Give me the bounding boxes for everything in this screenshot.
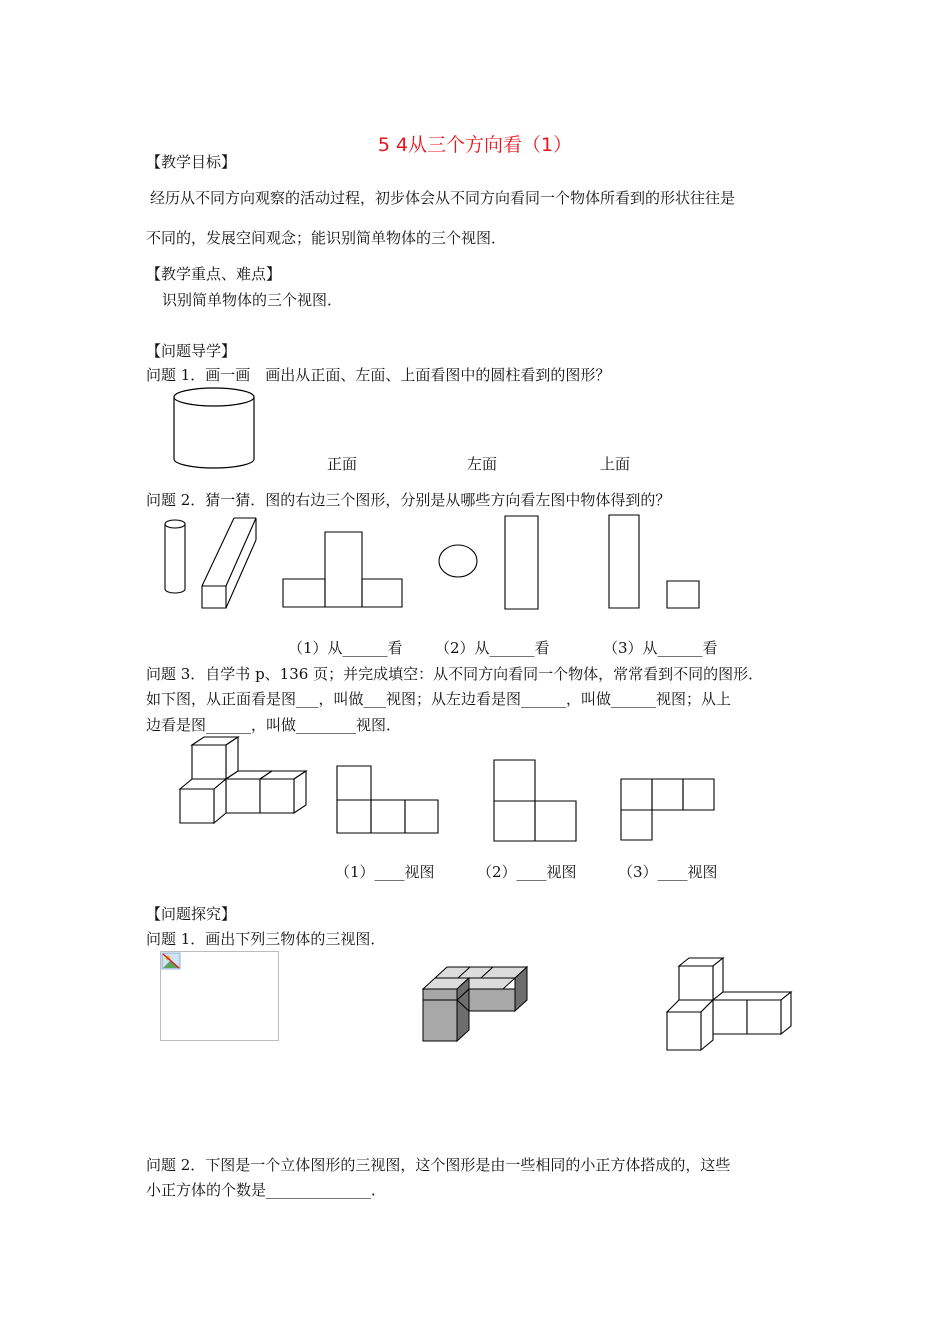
explore-q2-line-1: 问题 2．下图是一个立体图形的三视图，这个图形是由一些相同的小正方体搭成的，这些 <box>146 1156 731 1174</box>
cylinder-figure <box>170 385 260 471</box>
gray-cube-figure <box>411 964 529 1046</box>
guided-q3-line-1: 问题 3．自学书 p、136 页；并完成填空：从不同方向看同一个物体，常常看到不同的图形． <box>146 665 764 683</box>
explore-q1-text: 问题 1．画出下列三物体的三视图． <box>146 930 386 948</box>
q2-blank-1: （1）从______看 <box>288 639 403 657</box>
guided-q3-line-2: 如下图，从正面看是图___，叫做___视图；从左边看是图______，叫做______视图；从上 <box>146 690 732 708</box>
goals-line-2: 不同的，发展空间观念；能识别简单物体的三个视图． <box>146 229 507 247</box>
guided-heading: 【问题导学】 <box>146 342 237 360</box>
front-view-figure <box>335 764 441 836</box>
cylinder-and-prism-figure <box>160 515 265 613</box>
rectangle-and-square-view <box>606 513 702 611</box>
cube-stack-figure <box>178 735 308 830</box>
q2-blank-3: （3）从______看 <box>603 639 718 657</box>
circle-view <box>436 543 482 581</box>
q3-blank-3: （3）____视图 <box>618 863 718 881</box>
q3-blank-2: （2）____视图 <box>477 863 577 881</box>
view-label-left: 左面 <box>467 455 498 473</box>
white-cube-figure <box>665 956 795 1054</box>
guided-q1-text: 问题 1．画一画 画出从正面、左面、上面看图中的圆柱看到的图形？ <box>146 366 611 384</box>
explore-q2-line-2: 小正方体的个数是______________． <box>146 1181 387 1199</box>
key-points-heading: 【教学重点、难点】 <box>146 265 282 283</box>
tall-rectangle-view <box>503 514 541 612</box>
view-label-top: 上面 <box>600 455 631 473</box>
guided-q3-line-3: 边看是图______，叫做________视图． <box>146 716 402 734</box>
q2-blank-2: （2）从______看 <box>435 639 550 657</box>
broken-image-placeholder <box>160 951 281 1043</box>
t-shape-view <box>281 530 405 610</box>
goals-heading: 【教学目标】 <box>146 153 237 171</box>
page-title: 5 4从三个方向看（1） <box>377 134 573 156</box>
top-view-figure <box>619 777 717 843</box>
q3-blank-1: （1）____视图 <box>335 863 435 881</box>
view-label-front: 正面 <box>327 455 358 473</box>
broken-image-icon <box>162 953 180 969</box>
goals-line-1: 经历从不同方向观察的活动过程，初步体会从不同方向看同一个物体所看到的形状往往是 <box>150 189 736 207</box>
key-points-text: 识别简单物体的三个视图． <box>162 291 343 309</box>
left-view-figure <box>492 758 580 844</box>
explore-heading: 【问题探究】 <box>146 905 237 923</box>
guided-q2-text: 问题 2．猜一猜．图的右边三个图形，分别是从哪些方向看左图中物体得到的？ <box>146 491 671 509</box>
